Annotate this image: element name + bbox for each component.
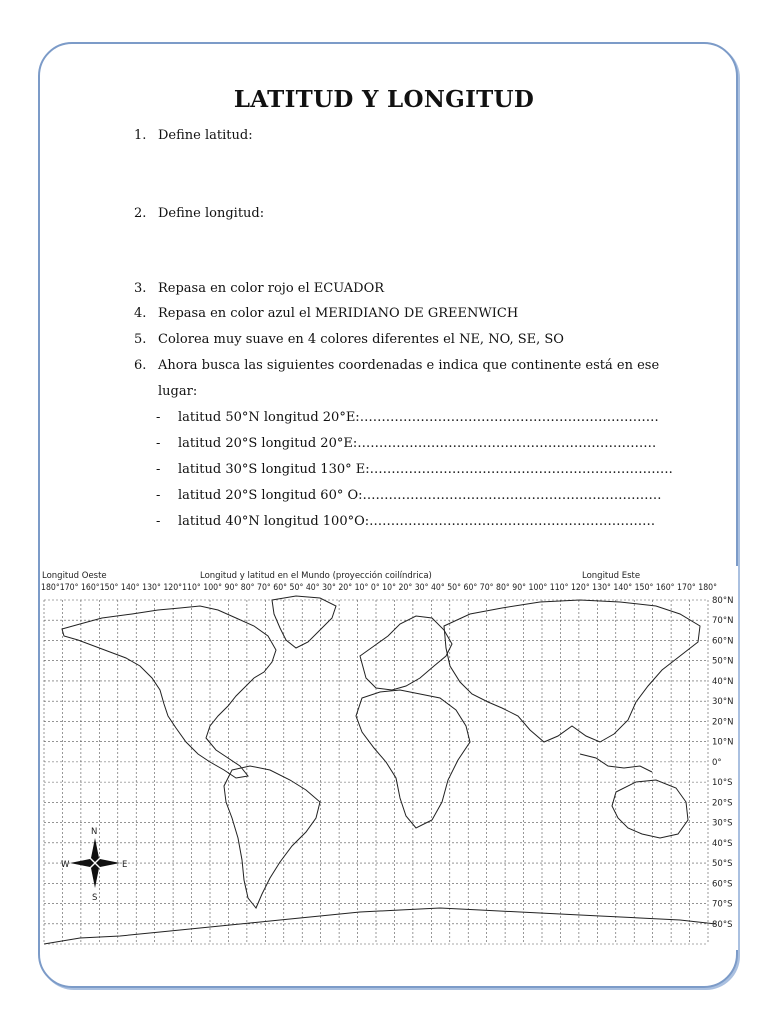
question-number: 2. (134, 206, 147, 221)
coordinate-text: latitud 40°N longitud 100°O:………………………………………………………… (178, 514, 656, 529)
latitude-label: 80°N (712, 596, 734, 606)
map-latitude-labels (712, 596, 733, 930)
question-text: Define latitud: (158, 128, 253, 143)
coordinate-text: latitud 30°S longitud 130° E:……………………………………………………………. (178, 462, 673, 477)
latitude-label: 70°N (712, 616, 734, 627)
antarctica-outline (44, 908, 716, 944)
coordinate-text: latitud 20°S longitud 60° O:…………………………………………………………… (178, 488, 662, 503)
latitude-label: 80°S (712, 919, 733, 930)
latitude-label: 40°S (712, 838, 733, 849)
coordinate-text: latitud 50°N longitud 20°E:…………………………………………………………… (178, 410, 659, 425)
latitude-label: 10°N (712, 737, 734, 748)
latitude-label: 50°S (712, 859, 733, 870)
latitude-label: 30°N (712, 697, 734, 708)
compass-e-label: E (122, 860, 128, 870)
latitude-label: 70°S (712, 899, 733, 910)
question-text: Define longitud: (158, 206, 265, 221)
latitude-label: 60°S (712, 879, 733, 890)
question-number: 3. (134, 281, 147, 296)
compass-w-label: W (61, 860, 70, 870)
map-grid (44, 600, 708, 944)
latitude-label: 60°N (712, 636, 734, 647)
bullet-dash: - (156, 514, 161, 529)
bullet-dash: - (156, 436, 161, 451)
continent-outlines (44, 596, 716, 944)
africa-outline (356, 690, 470, 828)
page-title: LATITUD Y LONGITUD (233, 86, 535, 113)
bullet-dash: - (156, 462, 161, 477)
europe-outline (360, 616, 452, 690)
map-left-label: Longitud Oeste (42, 571, 107, 581)
latitude-label: 0° (712, 757, 722, 768)
latitude-label: 10°S (712, 778, 733, 789)
compass-n-label: N (91, 827, 98, 837)
north-america-outline (62, 606, 276, 778)
latitude-label: 20°N (712, 717, 734, 728)
south-america-outline (224, 766, 320, 908)
latitude-label: 30°S (712, 818, 733, 829)
question-text-continued: lugar: (158, 384, 198, 399)
question-number: 1. (134, 128, 147, 143)
question-text: Ahora busca las siguientes coordenadas e indica que continente está en ese (158, 358, 660, 373)
bullet-dash: - (156, 488, 161, 503)
bullet-dash: - (156, 410, 161, 425)
world-map (40, 566, 738, 950)
latitude-label: 40°N (712, 676, 734, 687)
compass-s-label: S (92, 893, 98, 903)
world-map-svg (40, 566, 738, 950)
map-longitude-labels: 180°170° 160°150° 140° 130° 120°110° 100° 90° 80° 70° 60° 50° 40° 30° 20° 10° 0° 10° 20° 30° 40° 50° 60° 70° 80° 90° 100° 110° 120° 130° 140° 150° 160° 170° 180° (41, 583, 717, 593)
map-center-label: Longitud y latitud en el Mundo (proyección coilíndrica) (200, 571, 432, 581)
australia-outline (612, 780, 688, 838)
question-text: Colorea muy suave en 4 colores diferentes el NE, NO, SE, SO (158, 332, 564, 347)
latitude-label: 50°N (712, 656, 734, 667)
question-number: 4. (134, 306, 147, 321)
compass-rose (61, 827, 127, 903)
question-text: Repasa en color rojo el ECUADOR (158, 281, 385, 296)
coordinate-text: latitud 20°S longitud 20°E:…………………………………………………………… (178, 436, 657, 451)
question-text: Repasa en color azul el MERIDIANO DE GREENWICH (158, 306, 519, 321)
question-number: 6. (134, 358, 147, 373)
question-number: 5. (134, 332, 147, 347)
asia-outline (444, 600, 700, 742)
latitude-label: 20°S (712, 798, 733, 809)
map-right-label: Longitud Este (582, 571, 641, 581)
